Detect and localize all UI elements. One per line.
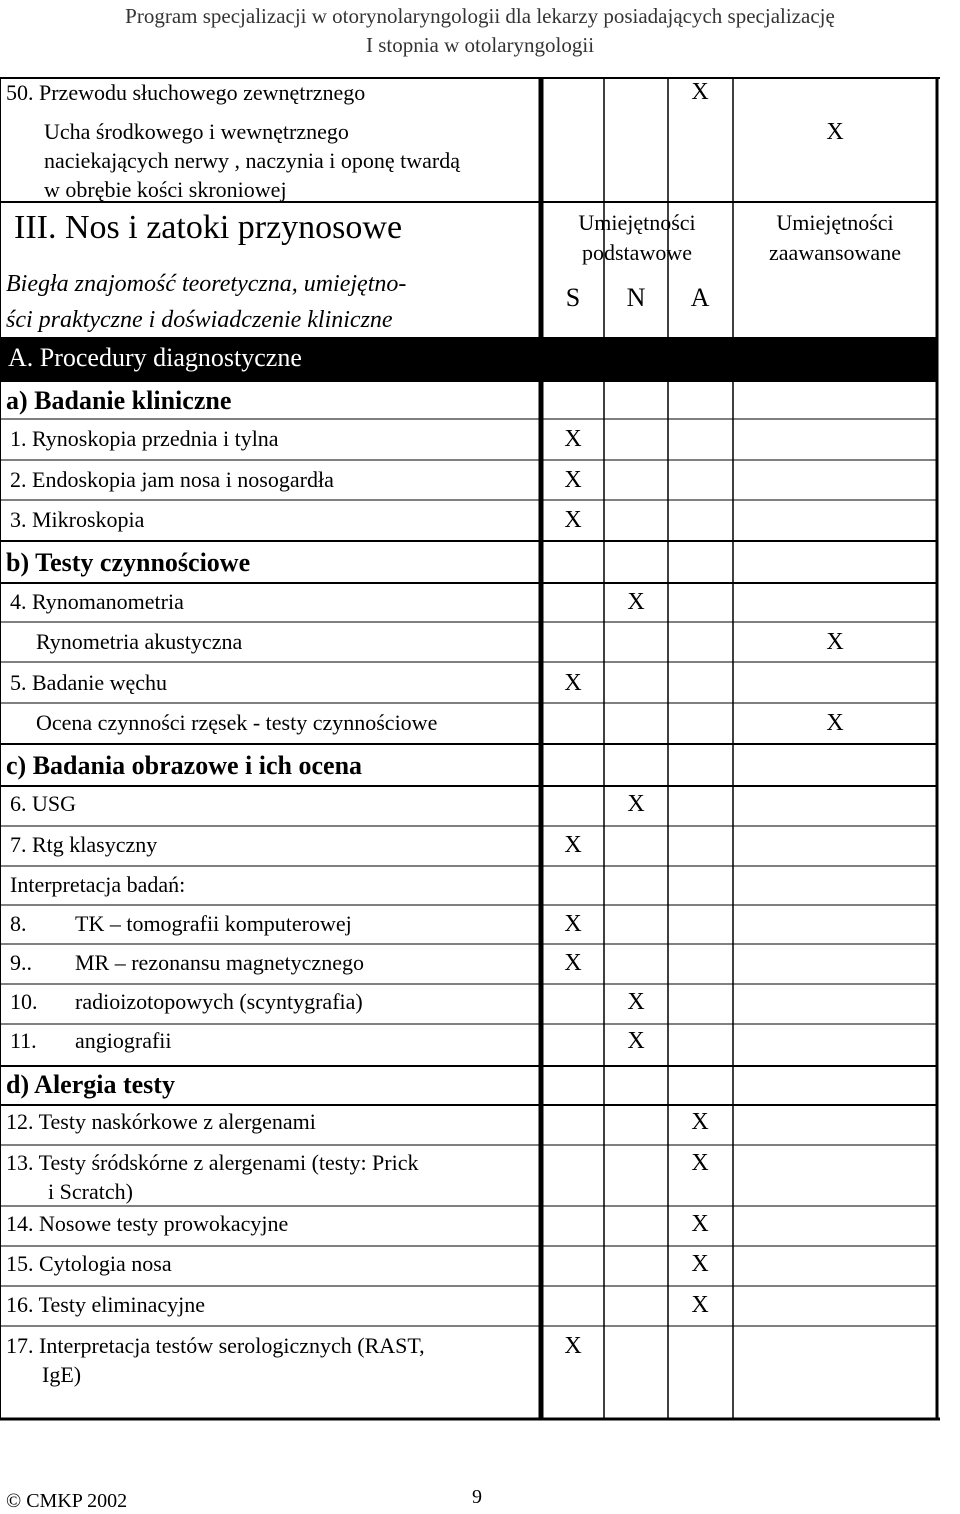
section-bar-label: A. Procedury diagnostyczne bbox=[8, 343, 302, 372]
row-13-mark-a: X bbox=[691, 1150, 709, 1176]
row-7-label: 7. Rtg klasyczny bbox=[10, 832, 158, 857]
row-7-mark-s: X bbox=[564, 832, 582, 858]
row-12-label: 12. Testy naskórkowe z alergenami bbox=[6, 1109, 316, 1134]
row-11-mark-n: X bbox=[627, 1028, 645, 1054]
group-d-title: d) Alergia testy bbox=[6, 1070, 175, 1099]
row-5b-label: Ocena czynności rzęsek - testy czynnościowe bbox=[36, 710, 438, 735]
row-17-mark-s: X bbox=[564, 1333, 582, 1359]
advanced-skills-line-1: Umiejętności bbox=[776, 210, 894, 235]
row-16-mark-a: X bbox=[691, 1292, 709, 1318]
column-s-label: S bbox=[565, 283, 581, 312]
header-line-1: Program specjalizacji w otorynolaryngologii dla lekarzy posiadających specjalizację bbox=[125, 4, 835, 28]
row-6-label: 6. USG bbox=[10, 791, 77, 816]
column-n-label: N bbox=[626, 283, 646, 312]
row-4-label: 4. Rynomanometria bbox=[10, 589, 184, 614]
row-17-label-1: 17. Interpretacja testów serologicznych (RAST, bbox=[6, 1333, 425, 1358]
row-2-label: 2. Endoskopia jam nosa i nosogardła bbox=[10, 467, 334, 492]
footer-copyright: © CMKP 2002 bbox=[6, 1490, 128, 1512]
group-c-title: c) Badania obrazowe i ich ocena bbox=[6, 751, 363, 780]
row-10-label: radioizotopowych (scyntygrafia) bbox=[75, 989, 363, 1014]
basic-skills-line-1: Umiejętności bbox=[578, 210, 696, 235]
row-2-mark-s: X bbox=[564, 467, 582, 493]
row-8-mark-s: X bbox=[564, 911, 582, 937]
interpretation-label: Interpretacja badań: bbox=[10, 872, 186, 897]
ucho-mark: X bbox=[826, 119, 844, 145]
row-4b-mark-adv: X bbox=[826, 629, 844, 655]
ucho-line-1: Ucha środkowego i wewnętrznego bbox=[44, 119, 349, 144]
section-subtitle-2: ści praktyczne i doświadczenie kliniczne bbox=[6, 307, 393, 333]
row-16-label: 16. Testy eliminacyjne bbox=[6, 1292, 206, 1317]
row-13-label-1: 13. Testy śródskórne z alergenami (testy: Prick bbox=[6, 1150, 419, 1175]
group-b-title: b) Testy czynnościowe bbox=[6, 548, 251, 577]
column-a-label: A bbox=[690, 283, 710, 312]
row-4b-label: Rynometria akustyczna bbox=[36, 629, 243, 654]
basic-skills-header bbox=[541, 208, 733, 268]
ucho-line-3: w obrębie kości skroniowej bbox=[44, 177, 287, 202]
row-9-mark-s: X bbox=[564, 950, 582, 976]
row-3-label: 3. Mikroskopia bbox=[10, 507, 145, 532]
row-5-mark-s: X bbox=[564, 670, 582, 696]
advanced-skills-header bbox=[733, 208, 937, 268]
row-14-mark-a: X bbox=[691, 1211, 709, 1237]
page-number: 9 bbox=[472, 1486, 482, 1508]
row-8-label: TK – tomografii komputerowej bbox=[75, 911, 352, 936]
header-line-2: I stopnia w otolaryngologii bbox=[365, 33, 595, 57]
row-6-mark-n: X bbox=[627, 791, 645, 817]
section-title: III. Nos i zatoki przynosowe bbox=[14, 209, 403, 246]
row-17-label-2: IgE) bbox=[42, 1362, 82, 1387]
row-12-mark-a: X bbox=[691, 1109, 709, 1135]
item-50-label: 50. Przewodu słuchowego zewnętrznego bbox=[6, 80, 366, 105]
row-13-label-2: i Scratch) bbox=[48, 1179, 133, 1204]
row-1-mark-s: X bbox=[564, 426, 582, 452]
row-10-number: 10. bbox=[10, 989, 38, 1014]
row-4-mark-n: X bbox=[627, 589, 645, 615]
section-subtitle-1: Biegła znajomość teoretyczna, umiejętno- bbox=[6, 271, 407, 297]
row-9-number: 9.. bbox=[10, 950, 32, 975]
row-9-label: MR – rezonansu magnetycznego bbox=[75, 950, 364, 975]
row-14-label: 14. Nosowe testy prowokacyjne bbox=[6, 1211, 289, 1236]
row-15-label: 15. Cytologia nosa bbox=[6, 1251, 172, 1276]
row-10-mark-n: X bbox=[627, 989, 645, 1015]
row-11-label: angiografii bbox=[75, 1028, 172, 1053]
row-5b-mark-adv: X bbox=[826, 710, 844, 736]
item-50-mark: X bbox=[691, 79, 709, 105]
row-15-mark-a: X bbox=[691, 1251, 709, 1277]
group-a-title: a) Badanie kliniczne bbox=[6, 386, 232, 415]
row-8-number: 8. bbox=[10, 911, 27, 936]
row-1-label: 1. Rynoskopia przednia i tylna bbox=[10, 426, 279, 451]
basic-skills-line-2: podstawowe bbox=[582, 240, 692, 265]
ucho-line-2: naciekających nerwy , naczynia i oponę twardą bbox=[44, 148, 460, 173]
row-3-mark-s: X bbox=[564, 507, 582, 533]
row-5-label: 5. Badanie węchu bbox=[10, 670, 167, 695]
advanced-skills-line-2: zaawansowane bbox=[769, 240, 901, 265]
row-11-number: 11. bbox=[10, 1028, 37, 1053]
